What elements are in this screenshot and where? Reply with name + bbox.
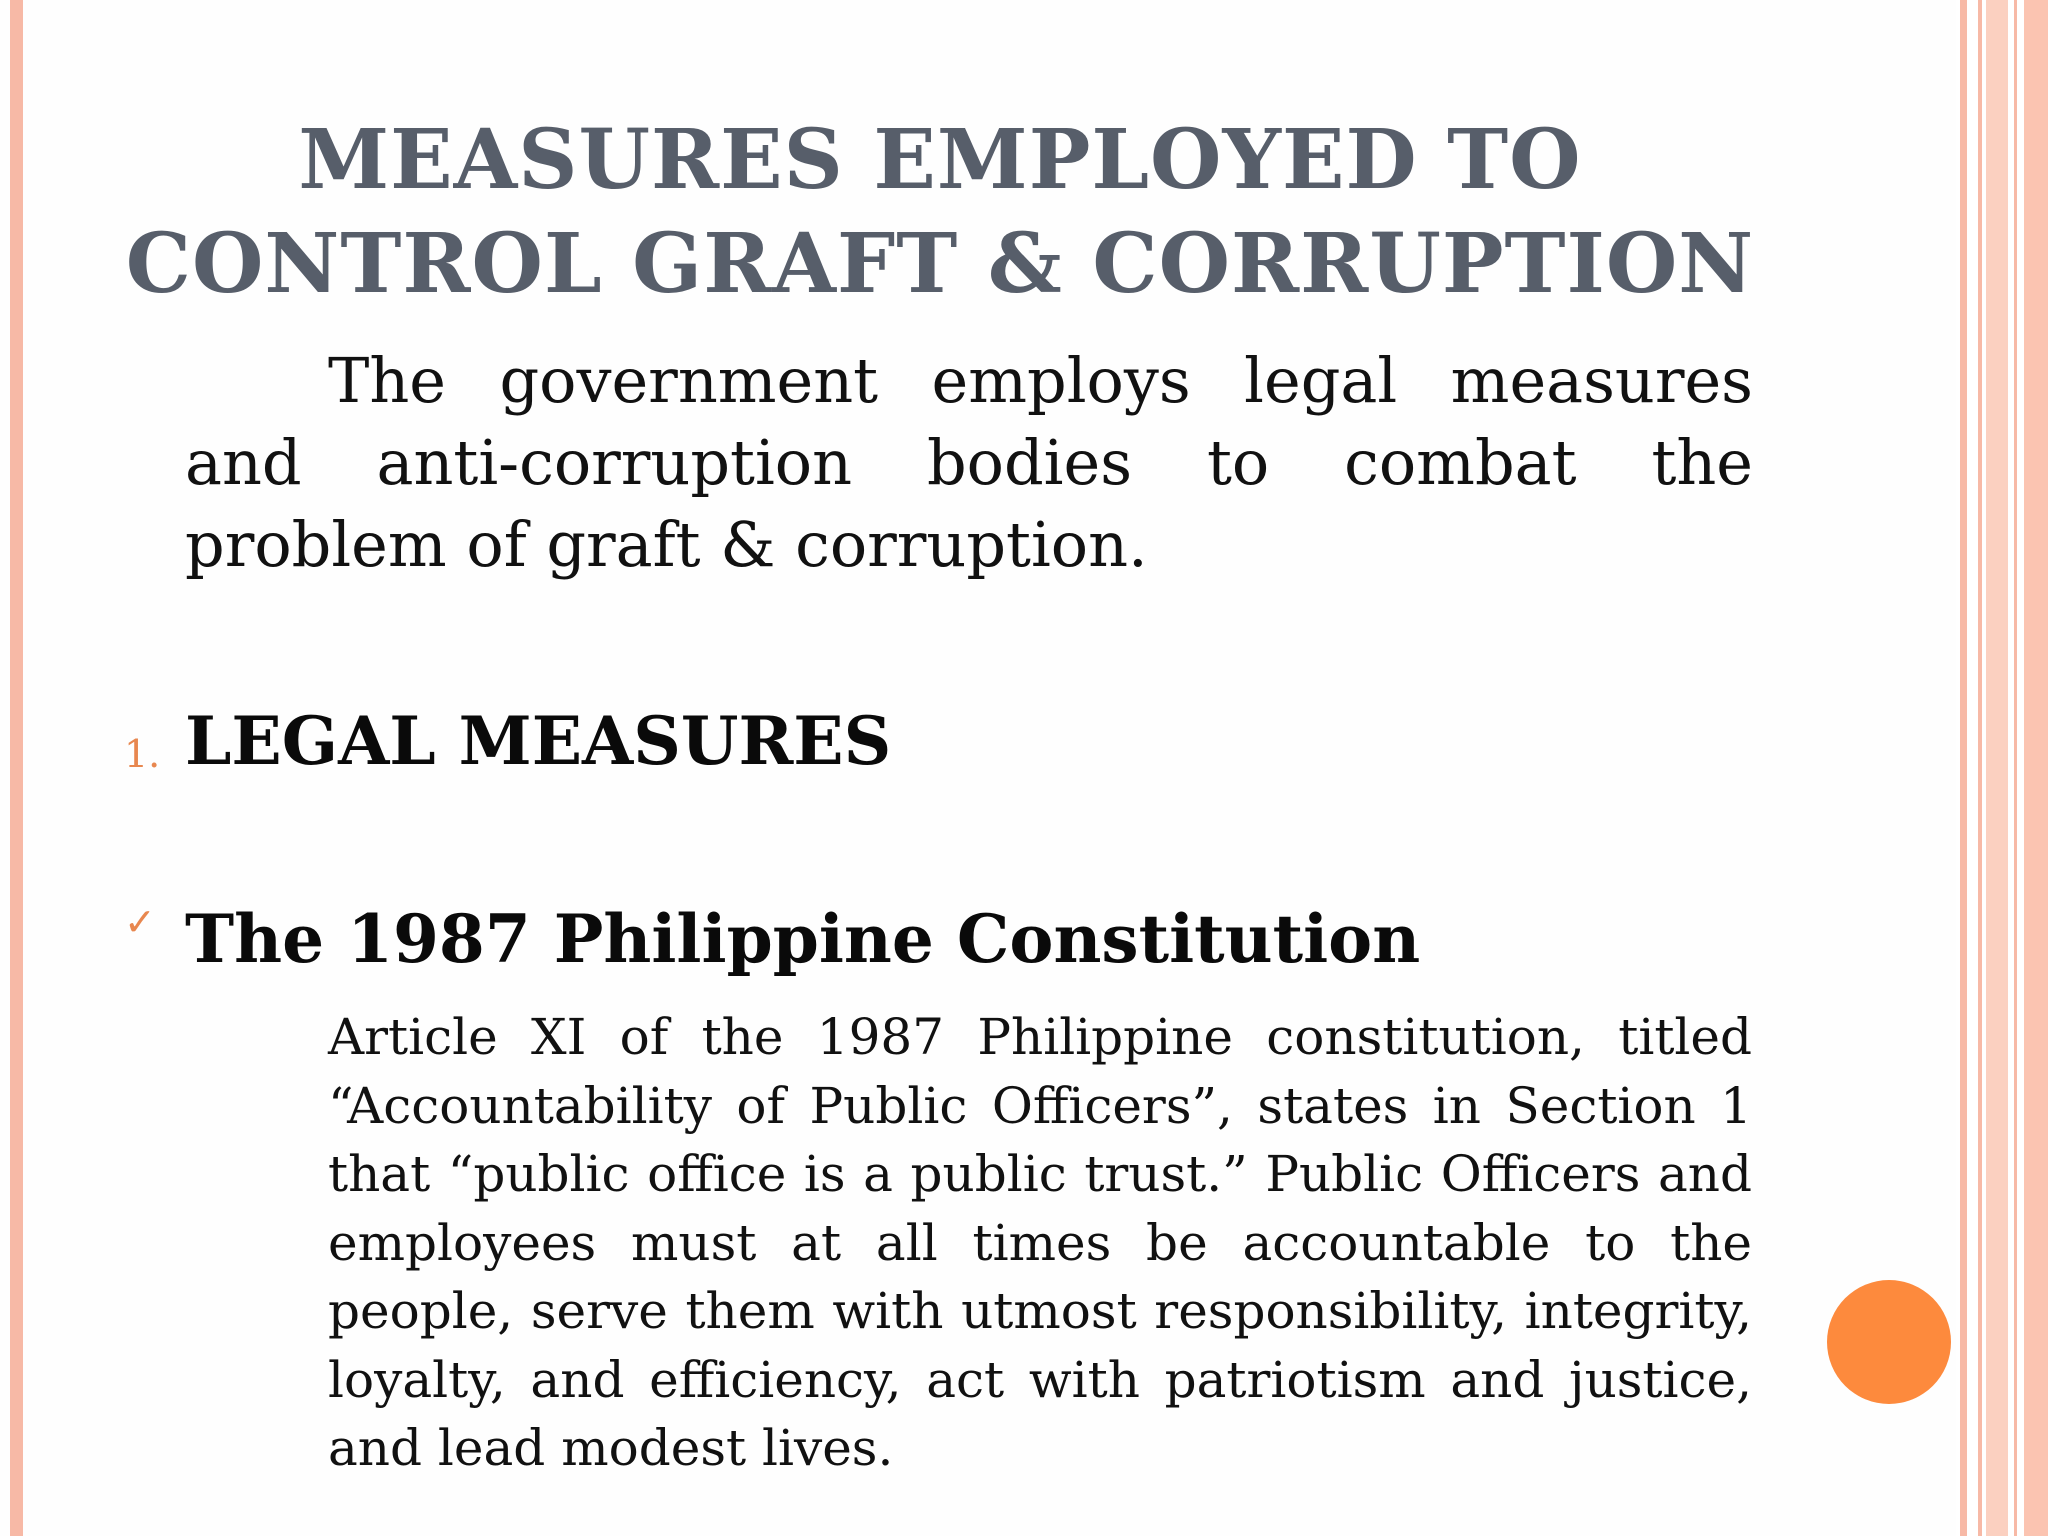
checkmark-icon: ✓ xyxy=(124,900,156,944)
orange-circle-decoration xyxy=(1827,1280,1951,1404)
right-stripe xyxy=(1978,0,1982,1536)
section-heading: LEGAL MEASURES xyxy=(185,702,892,780)
section-number: 1. xyxy=(124,732,161,776)
right-stripe xyxy=(2014,0,2017,1536)
slide-title xyxy=(40,108,1840,316)
article-paragraph: Article XI of the 1987 Philippine constitution, titled “Accountability of Public Officers”, states in Section 1 that “public office is a public trust.” Public Officers and employees must at all times be accountable to the people, serve them with utmost responsibility, integrity, loyalty, and efficiency, act with patriotism and justice, and lead modest lives. xyxy=(328,1008,1752,1477)
right-stripe xyxy=(1986,0,2008,1536)
slide-title-line: CONTROL GRAFT & CORRUPTION xyxy=(125,216,1755,312)
intro-paragraph: The government employs legal measures and anti-corruption bodies to combat the problem of graft & corruption. xyxy=(185,344,1753,581)
left-border xyxy=(10,0,23,1536)
right-stripe xyxy=(2024,0,2048,1536)
bullet-heading: The 1987 Philippine Constitution xyxy=(185,900,1421,978)
right-stripe xyxy=(1960,0,1967,1536)
slide-title-line: MEASURES EMPLOYED TO xyxy=(298,112,1582,208)
